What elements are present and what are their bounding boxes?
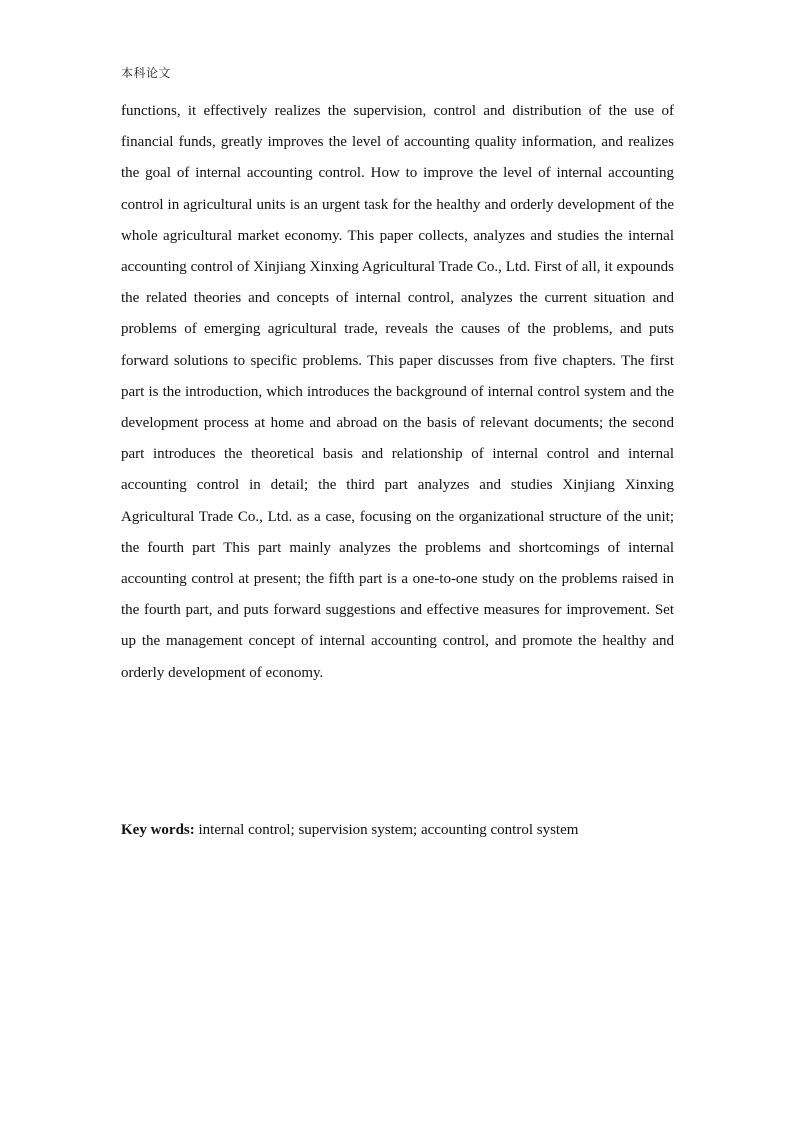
abstract-paragraph: functions, it effectively realizes the supervision, control and distribution of the use of financial funds, greatly improves the level of accounting quality information, and realizes the goal of internal accounting control. How to improve the level of internal accounting control in agricultural units is an urgent task for the healthy and orderly development of the whole agricultural market economy. This paper collects, analyzes and studies the internal accounting control of Xinjiang Xinxing Agricultural Trade Co., Ltd. First of all, it expounds the related theories and concepts of internal control, analyzes the current situation and problems of emerging agricultural trade, reveals the causes of the problems, and puts forward solutions to specific problems. This paper discusses from five chapters. The first part is the introduction, which introduces the background of internal control system and the development process at home and abroad on the basis of relevant documents; the second part introduces the theoretical basis and relationship of internal control and internal accounting control in detail; the third part analyzes and studies Xinjiang Xinxing Agricultural Trade Co., Ltd. as a case, focusing on the organizational structure of the unit; the fourth part This part mainly analyzes the problems and shortcomings of internal accounting control at present; the fifth part is a one-to-one study on the problems raised in the fourth part, and puts forward suggestions and effective measures for improvement. Set up the management concept of internal accounting control, and promote the healthy and orderly development of economy. xyxy=(121,103,674,681)
keywords-value: internal control; supervision system; accounting control system xyxy=(198,822,579,838)
page-header: 本科论文 xyxy=(121,66,172,80)
keywords-label: Key words: xyxy=(121,822,195,838)
keywords-line xyxy=(121,818,674,842)
